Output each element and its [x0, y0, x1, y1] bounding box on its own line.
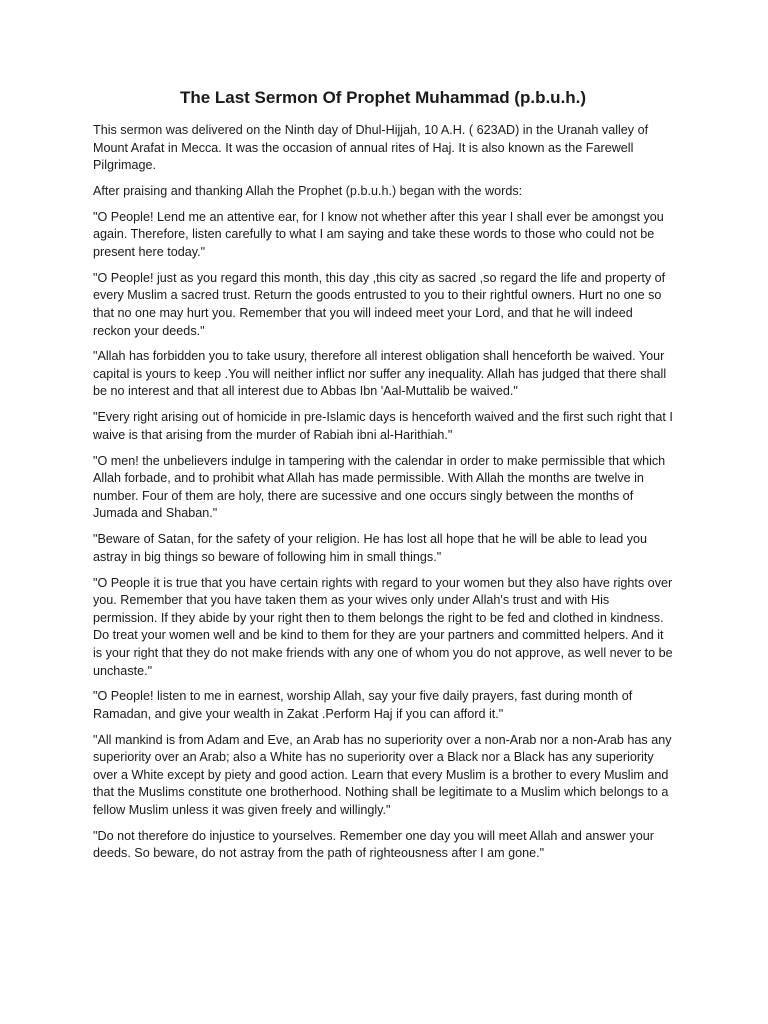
paragraph-injustice: "Do not therefore do injustice to yourselves. Remember one day you will meet Allah and answer your deeds. So beware, do not astray from the path of righteousness after I am gone.": [93, 828, 654, 861]
paragraph-usury: "Allah has forbidden you to take usury, therefore all interest obligation shall henceforth be waived. Your capital is yours to keep .You will neither inflict nor suffer any inequality. Allah has judged that there shall be no interest and that all interest due to Abbas Ibn 'Aal-Muttalib be waived.": [93, 349, 667, 399]
paragraph-intro: This sermon was delivered on the Ninth day of Dhul-Hijjah, 10 A.H. ( 623AD) in the Uranah valley of Mount Arafat in Mecca. It was the occasion of annual rites of Haj. It is also known as the Farewell Pilgrimage.: [93, 123, 649, 173]
paragraph-sacred-trust: "O People! just as you regard this month, this day ,this city as sacred ,so regard the life and property of every Muslim a sacred trust. Return the goods entrusted to you to their rightful owners. Hurt no one so that no one may hurt you. Remember that you will indeed meet your Lord, and that he will indeed reckon your deeds.": [93, 270, 666, 338]
document-page: [93, 88, 673, 871]
paragraph-mankind: "All mankind is from Adam and Eve, an Arab has no superiority over a non-Arab nor a non-Arab has any superiority over an Arab; also a White has no superiority over a Black nor a Black has any superiority over a White except by piety and good action. Learn that every Muslim is a brother to every Muslim and that the Muslims constitute one brotherhood. Nothing shall be legitimate to a Muslim which belongs to a fellow Muslim unless it was given freely and willingly.": [93, 732, 672, 818]
document-title: The Last Sermon Of Prophet Muhammad (p.b.u.h.): [179, 88, 587, 107]
paragraph-homicide: "Every right arising out of homicide in pre-Islamic days is henceforth waived and the first such right that I waive is that arising from the murder of Rabiah ibni al-Harithiah.": [93, 410, 673, 442]
paragraph-attentive-ear: "O People! Lend me an attentive ear, for I know not whether after this year I shall ever be amongst you again. Therefore, listen carefully to what I am saying and take these words to those who could not be present here today.": [93, 209, 664, 259]
paragraph-worship: "O People! listen to me in earnest, worship Allah, say your five daily prayers, fast during month of Ramadan, and give your wealth in Zakat .Perform Haj if you can afford it.": [93, 689, 633, 721]
paragraph-opening: After praising and thanking Allah the Prophet (p.b.u.h.) began with the words:: [93, 183, 523, 198]
paragraph-satan: "Beware of Satan, for the safety of your religion. He has lost all hope that he will be able to lead you astray in big things so beware of following him in small things.": [93, 532, 648, 564]
paragraph-women-rights: "O People it is true that you have certain rights with regard to your women but they also have rights over you. Remember that you have taken them as your wives only under Allah's trust and with His permission. If they abide by your right then to them belongs the right to be fed and clothed in kindness. Do treat your women well and be kind to them for they are your partners and committed helpers. And it is your right that they do not make friends with any one of whom you do not approve, as well never to be unchaste.": [93, 575, 673, 678]
paragraph-calendar: "O men! the unbelievers indulge in tampering with the calendar in order to make permissible that which Allah forbade, and to prohibit what Allah has made permissible. With Allah the months are twelve in number. Four of them are holy, there are sucessive and one occurs singly between the months of Jumada and Shaban.": [93, 453, 666, 521]
